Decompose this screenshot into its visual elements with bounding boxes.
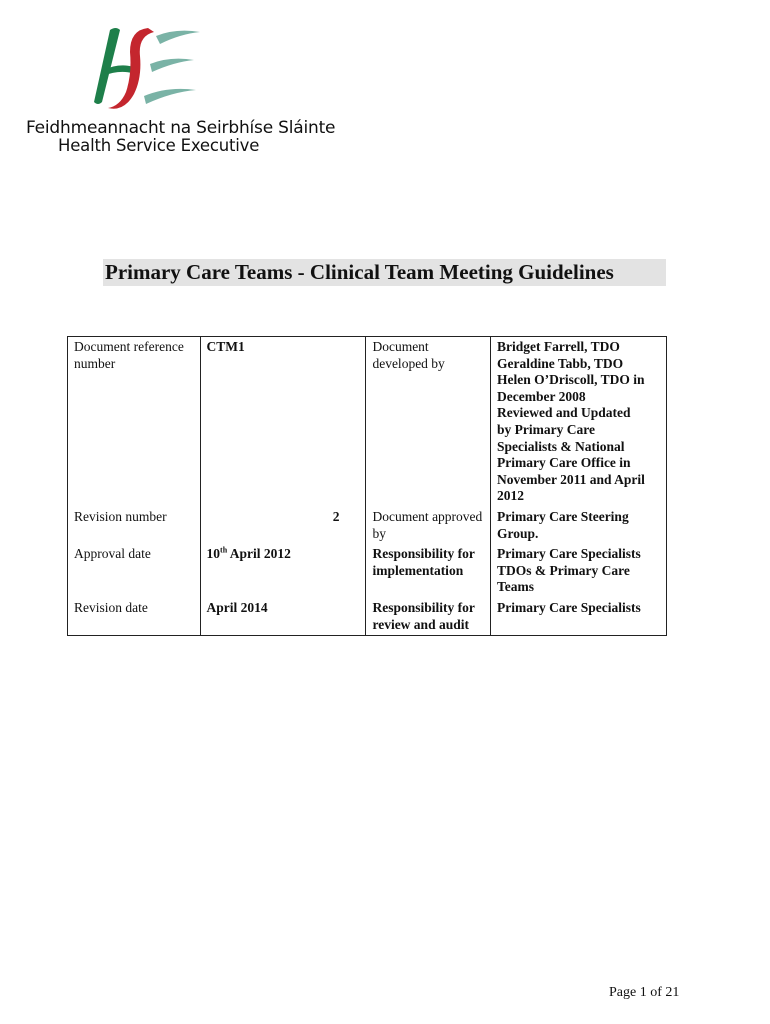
revision-label: Revision number bbox=[68, 507, 201, 544]
revision-value: 2 bbox=[200, 507, 366, 544]
ref-value: CTM1 bbox=[200, 337, 366, 507]
approved-label: Document approved by bbox=[366, 507, 491, 544]
org-name-english: Health Service Executive bbox=[58, 136, 260, 155]
developed-value bbox=[490, 337, 666, 507]
implementation-label: Responsibility for implementation bbox=[366, 544, 491, 598]
approval-day-suffix: th bbox=[220, 545, 228, 555]
developed-line: by Primary Care bbox=[496, 421, 595, 437]
org-name-irish: Feidhmeannacht na Seirbhíse Sláinte bbox=[26, 118, 336, 138]
developed-line: Bridget Farrell, TDO bbox=[496, 339, 620, 354]
developed-line: Reviewed and Updated bbox=[496, 405, 631, 421]
table-row bbox=[68, 507, 667, 544]
table-row bbox=[68, 598, 667, 636]
table-row bbox=[68, 337, 667, 507]
document-title: Primary Care Teams - Clinical Team Meeting Guidelines bbox=[103, 259, 666, 286]
developed-line: November 2011 and April bbox=[496, 471, 645, 487]
implementation-value: Primary Care Specialists TDOs & Primary Care Teams bbox=[490, 544, 666, 598]
document-control-table bbox=[67, 336, 667, 636]
review-label: Responsibility for review and audit bbox=[366, 598, 491, 636]
approved-value: Primary Care Steering Group. bbox=[490, 507, 666, 544]
logo-teal-stroke-3 bbox=[144, 89, 196, 104]
hse-logo bbox=[90, 22, 210, 110]
developed-line: Primary Care Office in bbox=[496, 455, 631, 471]
developed-label: Document developed by bbox=[366, 337, 491, 507]
developed-line: 2012 bbox=[496, 488, 524, 504]
ref-label: Document reference number bbox=[68, 337, 201, 507]
developed-line: Specialists & National bbox=[496, 438, 625, 454]
logo-teal-stroke-2 bbox=[150, 59, 194, 72]
approval-month-year: April 2012 bbox=[227, 546, 291, 562]
logo-teal-stroke-1 bbox=[156, 31, 200, 44]
approval-date-value bbox=[200, 544, 366, 598]
table-row bbox=[68, 544, 667, 598]
developed-line: December 2008 bbox=[496, 388, 586, 404]
approval-date-label: Approval date bbox=[68, 544, 201, 598]
approval-day: 10 bbox=[206, 546, 221, 562]
page-number: Page 1 of 21 bbox=[609, 985, 680, 1000]
revision-date-label: Revision date bbox=[68, 598, 201, 636]
revision-date-value: April 2014 bbox=[200, 598, 366, 636]
developed-line: Geraldine Tabb, TDO bbox=[496, 355, 624, 371]
review-value: Primary Care Specialists bbox=[490, 598, 666, 636]
developed-line: Helen O’Driscoll, TDO in bbox=[496, 372, 645, 388]
